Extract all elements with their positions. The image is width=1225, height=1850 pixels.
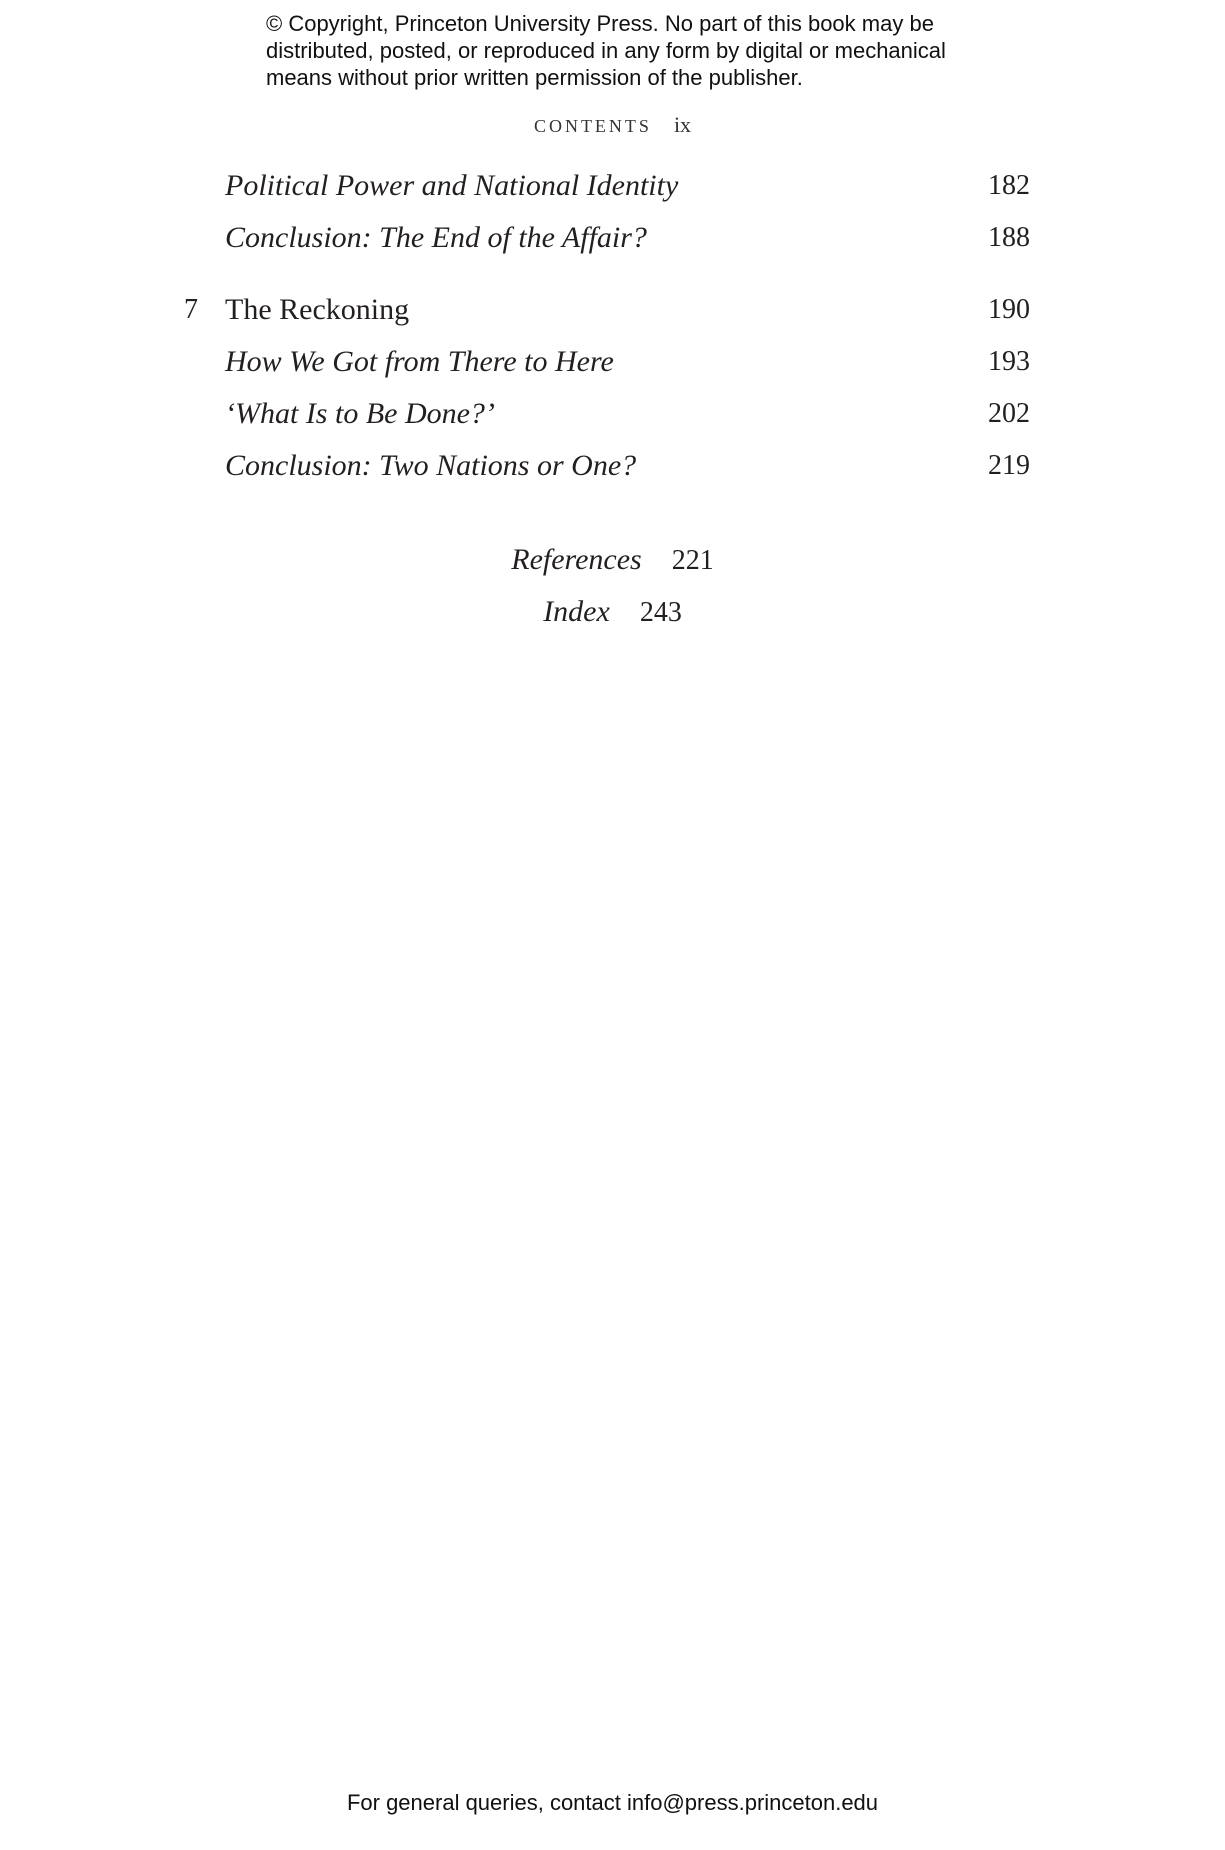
toc-entry-title: Political Power and National Identity [225, 169, 679, 202]
toc-chapter-title: The Reckoning [225, 293, 410, 326]
running-head [0, 112, 1225, 138]
copyright-line: distributed, posted, or reproduced in any form by digital or mechanical [266, 38, 946, 63]
toc-entry [0, 342, 1225, 382]
back-matter-entry [0, 592, 1225, 633]
toc-entry-title: ‘What Is to Be Done?’ [225, 397, 495, 430]
toc-entry [0, 394, 1225, 434]
toc-entry [0, 166, 1225, 206]
toc-entry-page: 193 [988, 346, 1030, 377]
toc-entry-title: Conclusion: The End of the Affair? [225, 221, 647, 254]
toc-entry [0, 446, 1225, 486]
toc-entry-page: 219 [988, 450, 1030, 481]
back-matter-page: 221 [671, 545, 714, 576]
back-matter-entry [0, 540, 1225, 581]
toc-chapter-entry [0, 290, 1225, 330]
toc-entry-title: How We Got from There to Here [225, 345, 614, 378]
toc-entry-page: 202 [988, 398, 1030, 429]
toc-entry-page: 182 [988, 170, 1030, 201]
page-folio: ix [673, 112, 692, 137]
back-matter-title: Index [543, 595, 610, 628]
toc-chapter-number: 7 [184, 294, 198, 325]
back-matter-title: References [511, 543, 642, 576]
running-head-label: CONTENTS [533, 116, 652, 136]
back-matter-page: 243 [639, 597, 682, 628]
copyright-line: means without prior written permission of the publisher. [266, 65, 803, 90]
toc-entry [0, 218, 1225, 258]
footer-contact: For general queries, contact info@press.princeton.edu [346, 1790, 879, 1815]
toc-entry-title: Conclusion: Two Nations or One? [225, 449, 637, 482]
toc-chapter-page: 190 [988, 294, 1030, 325]
toc-entry-page: 188 [988, 222, 1030, 253]
copyright-notice [266, 10, 1006, 91]
copyright-line: © Copyright, Princeton University Press. No part of this book may be [266, 11, 934, 36]
